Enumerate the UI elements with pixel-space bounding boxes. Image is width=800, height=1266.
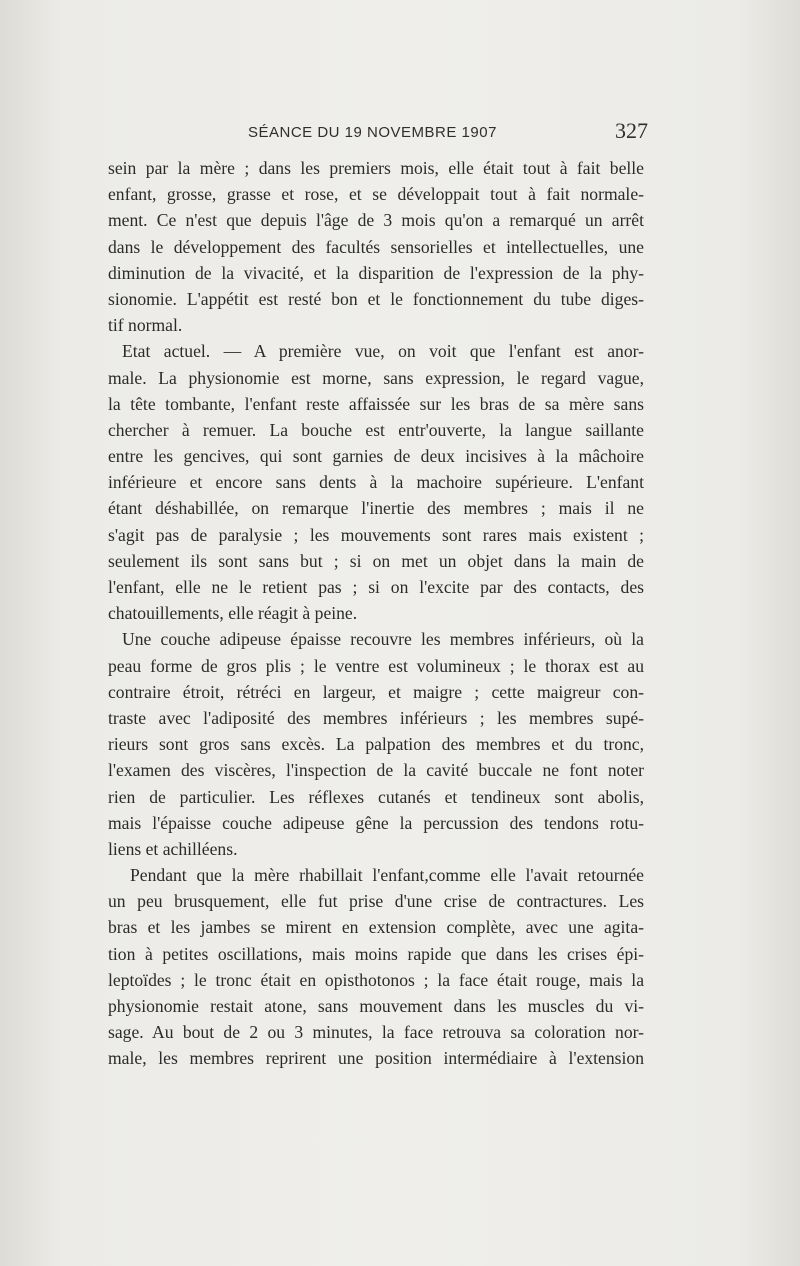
text-line: contraire étroit, rétréci en largeur, et maigre ; cette maigreur con- [108,681,644,702]
text-line: rieurs sont gros sans excès. La palpation des membres et du tronc, [108,734,644,755]
page-number: 327 [615,118,648,143]
text-line: Une couche adipeuse épaisse recouvre les membres inférieurs, où la [122,629,644,650]
text-line: sein par la mère ; dans les premiers mois, elle était tout à fait belle [108,158,644,178]
body-text [108,155,644,1072]
text-line: entre les gencives, qui sont garnies de deux incisives à la mâchoire [108,446,644,467]
running-header [108,118,648,148]
text-line: un peu brusquement, elle fut prise d'une crise de contractures. Les [108,891,644,912]
text-line: s'agit pas de paralysie ; les mouvements sont rares mais existent ; [108,524,644,545]
text-line: male, les membres reprirent une position intermédiaire à l'extension [108,1048,644,1069]
text-line: mais l'épaisse couche adipeuse gêne la percussion des tendons rotu- [108,812,644,833]
text-line: inférieure et encore sans dents à la machoire supérieure. L'enfant [108,472,644,493]
text-line: l'enfant, elle ne le retient pas ; si on l'excite par des contacts, des [108,577,644,597]
text-line: tif normal. [108,315,183,336]
text-line: Pendant que la mère rhabillait l'enfant,comme elle l'avait retournée [130,865,644,886]
text-line: tion à petites oscillations, mais moins rapide que dans les crises épi- [108,943,644,964]
text-line: la tête tombante, l'enfant reste affaissée sur les bras de sa mère sans [108,393,644,414]
text-line: seulement ils sont sans but ; si on met un objet dans la main de [108,550,644,571]
text-line: ment. Ce n'est que depuis l'âge de 3 mois qu'on a remarqué un arrêt [108,210,644,231]
text-line: l'examen des viscères, l'inspection de la cavité buccale ne font noter [108,760,644,781]
text-line: liens et achilléens. [108,838,238,859]
text-line: peau forme de gros plis ; le ventre est volumineux ; le thorax est au [108,655,644,676]
text-line: sage. Au bout de 2 ou 3 minutes, la face retrouva sa coloration nor- [108,1022,644,1043]
text-line: bras et les jambes se mirent en extension complète, avec une agita- [108,917,644,938]
text-line: dans le développement des facultés sensorielles et intellectuelles, une [108,236,644,257]
text-line: sionomie. L'appétit est resté bon et le fonctionnement du tube diges- [108,288,644,309]
text-line: leptoïdes ; le tronc était en opisthotonos ; la face était rouge, mais la [108,969,644,990]
text-line: diminution de la vivacité, et la disparition de l'expression de la phy- [108,262,644,283]
text-line: chatouillements, elle réagit à peine. [108,603,358,624]
text-line: enfant, grosse, grasse et rose, et se développait tout à fait normale- [108,184,644,205]
text-line: physionomie restait atone, sans mouvement dans les muscles du vi- [108,996,644,1016]
text-line: male. La physionomie est morne, sans expression, le regard vague, [108,367,644,388]
text-line: Etat actuel. — A première vue, on voit que l'enfant est anor- [122,341,644,362]
text-line: étant déshabillée, on remarque l'inertie des membres ; mais il ne [108,498,644,519]
text-line: chercher à remuer. La bouche est entr'ouverte, la langue saillante [108,419,644,440]
header-title: SÉANCE DU 19 NOVEMBRE 1907 [248,124,497,141]
text-line: rien de particulier. Les réflexes cutanés et tendineux sont abolis, [108,786,644,807]
text-line: traste avec l'adiposité des membres inférieurs ; les membres supé- [108,707,644,728]
